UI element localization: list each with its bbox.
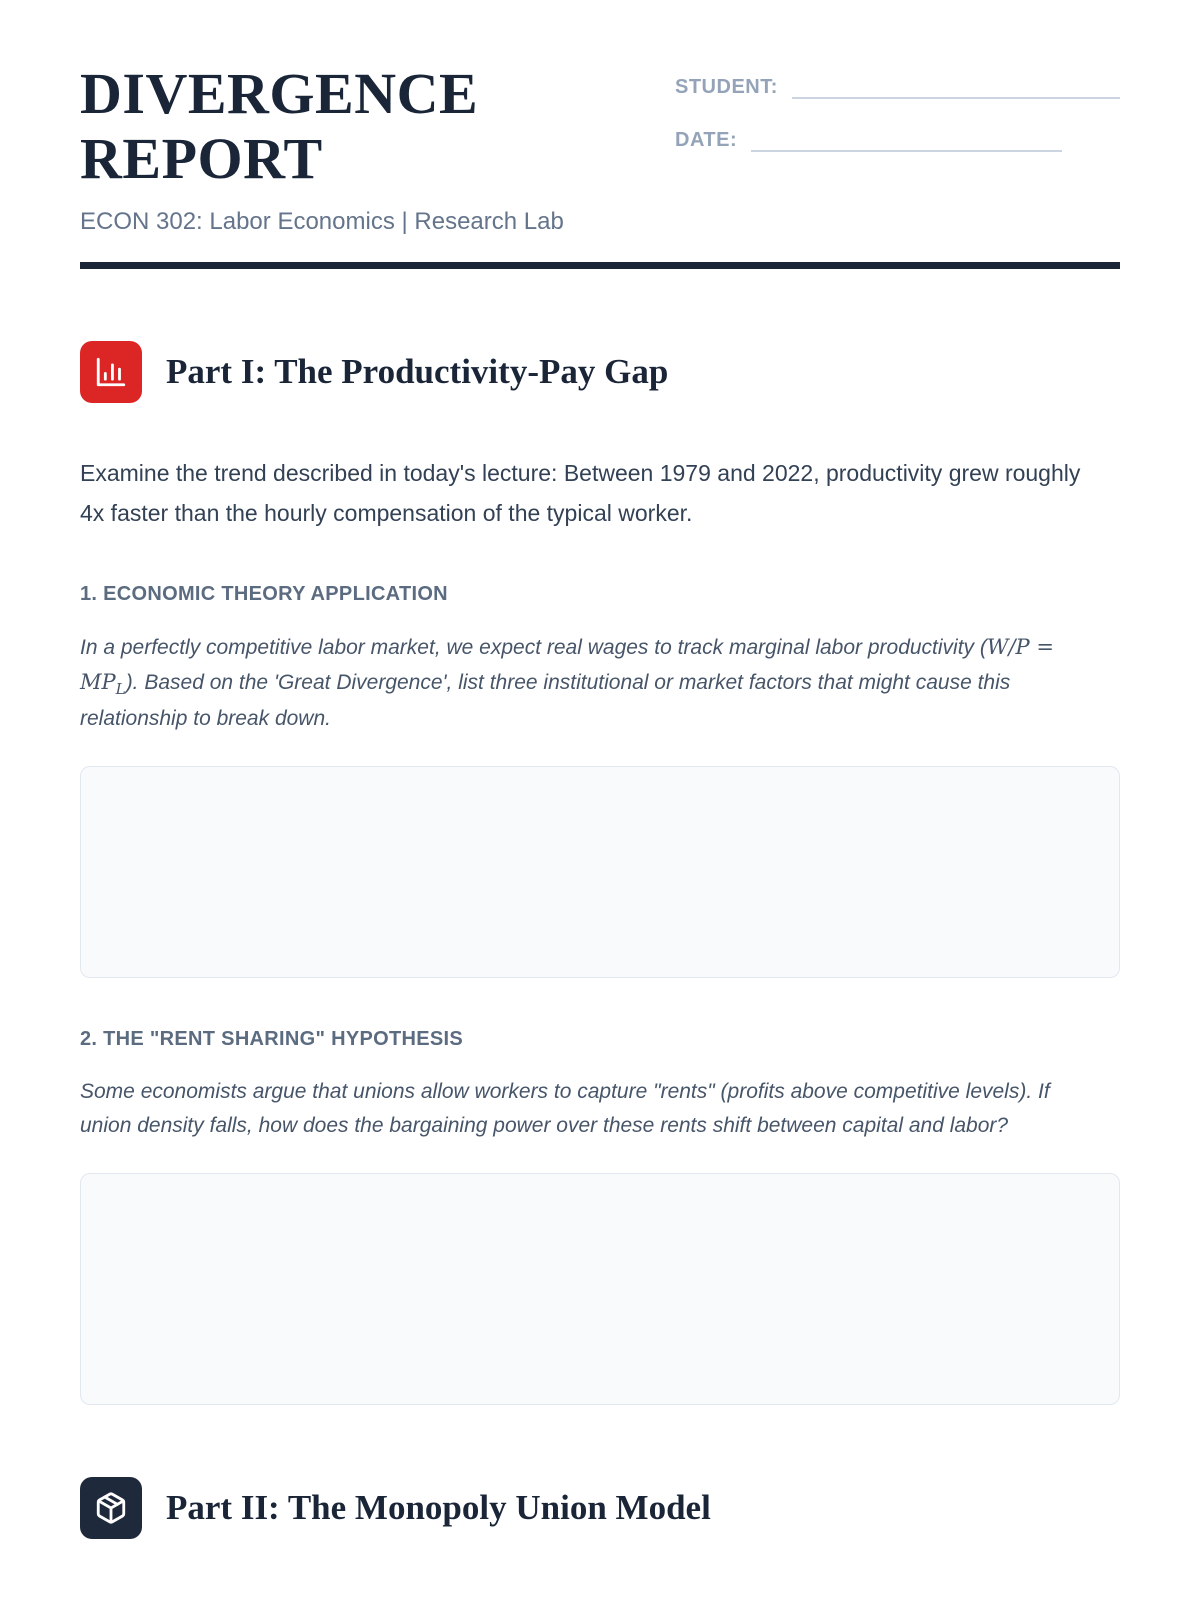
student-field-row xyxy=(675,76,1120,99)
course-subtitle: ECON 302: Labor Economics | Research Lab xyxy=(80,207,564,235)
document-header xyxy=(80,62,1120,192)
question2-prompt: Some economists argue that unions allow workers to capture "rents" (profits above competitive levels). If union density falls, how does the bargaining power over these rents shift between capital and labor? xyxy=(80,1080,1050,1138)
part2-header xyxy=(80,1477,1120,1539)
question2-answer-box[interactable] xyxy=(80,1173,1120,1405)
header-divider xyxy=(80,262,1120,269)
date-input-line[interactable] xyxy=(751,130,1062,152)
date-label: DATE: xyxy=(675,129,738,151)
document-title: DIVERGENCE REPORT xyxy=(80,61,479,191)
part1-intro: Examine the trend described in today's lecture: Between 1979 and 2022, productivity grew roughly 4x faster than the hourly compensation of the typical worker. xyxy=(80,459,1081,527)
fill-in-fields xyxy=(675,62,1120,182)
part1-header xyxy=(80,341,1120,403)
question2-heading: 2. THE "RENT SHARING" HYPOTHESIS xyxy=(80,1028,464,1051)
question1-prompt-post: ). Based on the 'Great Divergence', list three institutional or market factors that might cause this relationship to break down. xyxy=(80,671,1011,731)
student-input-line[interactable] xyxy=(792,77,1120,99)
question1-heading: 1. ECONOMIC THEORY APPLICATION xyxy=(80,583,448,606)
formula-subscript: L xyxy=(115,680,126,699)
question1-prompt-pre: In a perfectly competitive labor market, we expect real wages to track marginal labor productivity ( xyxy=(80,636,987,660)
student-label: STUDENT: xyxy=(675,76,778,98)
question1-answer-box[interactable] xyxy=(80,766,1120,978)
question1-prompt xyxy=(80,630,1090,736)
part1-title: Part I: The Productivity-Pay Gap xyxy=(166,351,669,391)
date-field-row xyxy=(675,129,1062,152)
part2-title: Part II: The Monopoly Union Model xyxy=(166,1488,711,1528)
bar-chart-icon xyxy=(80,341,142,403)
formula-main: W/P = MP xyxy=(80,635,1054,695)
package-icon xyxy=(80,1477,142,1539)
